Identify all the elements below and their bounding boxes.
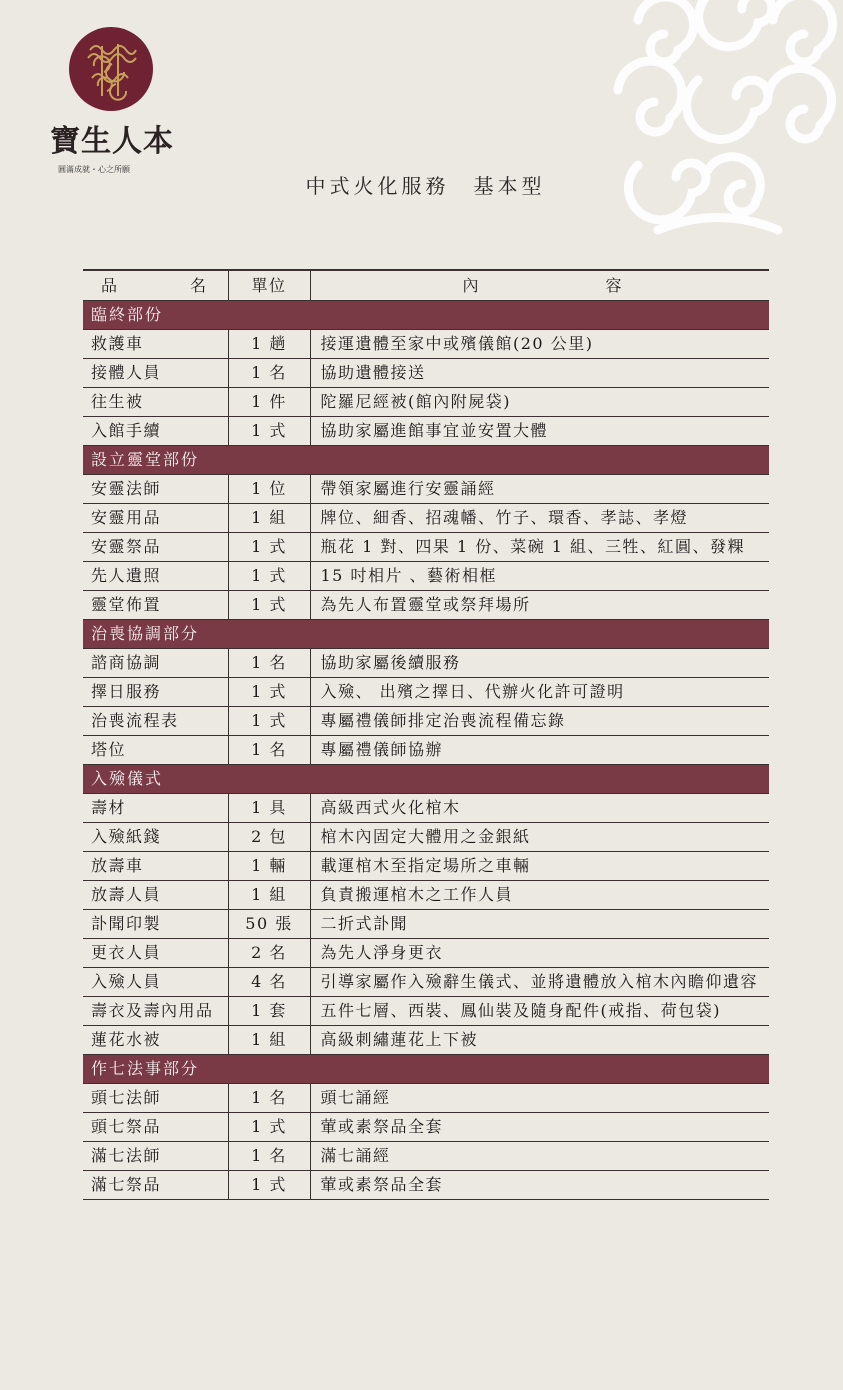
content-cell: 牌位、細香、招魂幡、竹子、環香、孝誌、孝燈 — [310, 504, 769, 533]
table-row — [83, 794, 769, 823]
section-title: 作七法事部分 — [83, 1055, 769, 1084]
table-row — [83, 1142, 769, 1171]
item-name-cell: 接體人員 — [83, 359, 228, 388]
section-title: 臨終部份 — [83, 301, 769, 330]
content-cell: 瓶花 1 對、四果 1 份、菜碗 1 組、三牲、紅圓、發粿 — [310, 533, 769, 562]
page-title: 中式火化服務 基本型 — [305, 174, 546, 198]
brand-logo — [50, 26, 180, 175]
item-name-cell: 先人遺照 — [83, 562, 228, 591]
content-cell: 葷或素祭品全套 — [310, 1171, 769, 1200]
unit-cell: 1 名 — [228, 1084, 310, 1113]
unit-cell: 1 名 — [228, 1142, 310, 1171]
item-name-cell: 入殮紙錢 — [83, 823, 228, 852]
logo-name: 寶生人本 — [50, 124, 174, 159]
content-cell: 15 吋相片 、藝術相框 — [310, 562, 769, 591]
unit-cell: 1 式 — [228, 562, 310, 591]
item-name-cell: 更衣人員 — [83, 939, 228, 968]
header-content — [310, 270, 769, 301]
table-row — [83, 707, 769, 736]
table-row — [83, 359, 769, 388]
item-name-cell: 壽衣及壽內用品 — [83, 997, 228, 1026]
header-unit: 單位 — [228, 270, 310, 301]
logo-emblem-icon — [68, 26, 154, 112]
table-row — [83, 736, 769, 765]
unit-cell: 1 組 — [228, 1026, 310, 1055]
content-cell: 專屬禮儀師排定治喪流程備忘錄 — [310, 707, 769, 736]
item-name-cell: 放壽人員 — [83, 881, 228, 910]
unit-cell: 2 包 — [228, 823, 310, 852]
content-cell: 二折式訃聞 — [310, 910, 769, 939]
item-name-cell: 蓮花水被 — [83, 1026, 228, 1055]
content-cell: 五件七層、西裝、鳳仙裝及隨身配件(戒指、荷包袋) — [310, 997, 769, 1026]
table-row — [83, 968, 769, 997]
table-row — [83, 997, 769, 1026]
item-name-cell: 滿七法師 — [83, 1142, 228, 1171]
content-cell: 陀羅尼經被(館內附屍袋) — [310, 388, 769, 417]
item-name-cell: 訃聞印製 — [83, 910, 228, 939]
content-cell: 協助家屬後續服務 — [310, 649, 769, 678]
section-title: 入殮儀式 — [83, 765, 769, 794]
unit-cell: 1 名 — [228, 649, 310, 678]
item-name-cell: 往生被 — [83, 388, 228, 417]
table-row — [83, 881, 769, 910]
content-cell: 為先人淨身更衣 — [310, 939, 769, 968]
content-cell: 專屬禮儀師協辦 — [310, 736, 769, 765]
content-cell: 棺木內固定大體用之金銀紙 — [310, 823, 769, 852]
table-row — [83, 475, 769, 504]
header-content-char: 內 — [462, 276, 481, 295]
item-name-cell: 入殮人員 — [83, 968, 228, 997]
item-name-cell: 擇日服務 — [83, 678, 228, 707]
table-row — [83, 562, 769, 591]
content-cell: 為先人布置靈堂或祭拜場所 — [310, 591, 769, 620]
unit-cell: 1 式 — [228, 417, 310, 446]
section-header-row — [83, 620, 769, 649]
item-name-cell: 安靈用品 — [83, 504, 228, 533]
table-row — [83, 939, 769, 968]
item-name-cell: 壽材 — [83, 794, 228, 823]
table-row — [83, 910, 769, 939]
unit-cell: 1 組 — [228, 504, 310, 533]
section-header-row — [83, 301, 769, 330]
unit-cell: 1 名 — [228, 736, 310, 765]
unit-cell: 1 位 — [228, 475, 310, 504]
table-row — [83, 649, 769, 678]
section-title: 設立靈堂部份 — [83, 446, 769, 475]
content-cell: 帶領家屬進行安靈誦經 — [310, 475, 769, 504]
unit-cell: 50 張 — [228, 910, 310, 939]
item-name-cell: 入館手續 — [83, 417, 228, 446]
section-header-row — [83, 446, 769, 475]
header-name-char: 品 — [101, 276, 119, 295]
content-cell: 入殮、 出殯之擇日、代辦火化許可證明 — [310, 678, 769, 707]
content-cell: 引導家屬作入殮辭生儀式、並將遺體放入棺木內瞻仰遺容 — [310, 968, 769, 997]
item-name-cell: 諮商協調 — [83, 649, 228, 678]
content-cell: 負責搬運棺木之工作人員 — [310, 881, 769, 910]
content-cell: 協助遺體接送 — [310, 359, 769, 388]
content-cell: 載運棺木至指定場所之車輛 — [310, 852, 769, 881]
table-row — [83, 504, 769, 533]
section-title: 治喪協調部分 — [83, 620, 769, 649]
unit-cell: 1 組 — [228, 881, 310, 910]
unit-cell: 1 輛 — [228, 852, 310, 881]
table-row — [83, 330, 769, 359]
section-header-row — [83, 1055, 769, 1084]
item-name-cell: 頭七法師 — [83, 1084, 228, 1113]
table-body — [83, 301, 769, 1200]
table-row — [83, 388, 769, 417]
item-name-cell: 安靈法師 — [83, 475, 228, 504]
service-table — [83, 269, 769, 1200]
unit-cell: 1 式 — [228, 707, 310, 736]
unit-cell: 1 件 — [228, 388, 310, 417]
logo-slogan: 圓滿成就・心之所願 — [58, 165, 130, 174]
header-name-char: 名 — [189, 276, 208, 295]
unit-cell: 1 式 — [228, 591, 310, 620]
header-item-name — [83, 270, 228, 301]
table-row — [83, 591, 769, 620]
section-header-row — [83, 765, 769, 794]
item-name-cell: 靈堂佈置 — [83, 591, 228, 620]
table-row — [83, 1171, 769, 1200]
table-row — [83, 1113, 769, 1142]
unit-cell: 1 名 — [228, 359, 310, 388]
cloud-pattern-decoration — [598, 0, 843, 250]
item-name-cell: 安靈祭品 — [83, 533, 228, 562]
unit-cell: 1 式 — [228, 533, 310, 562]
item-name-cell: 治喪流程表 — [83, 707, 228, 736]
content-cell: 滿七誦經 — [310, 1142, 769, 1171]
table-header-row — [83, 270, 769, 301]
item-name-cell: 塔位 — [83, 736, 228, 765]
item-name-cell: 滿七祭品 — [83, 1171, 228, 1200]
table-row — [83, 678, 769, 707]
item-name-cell: 頭七祭品 — [83, 1113, 228, 1142]
table-row — [83, 1026, 769, 1055]
content-cell: 葷或素祭品全套 — [310, 1113, 769, 1142]
unit-cell: 2 名 — [228, 939, 310, 968]
item-name-cell: 救護車 — [83, 330, 228, 359]
content-cell: 協助家屬進館事宜並安置大體 — [310, 417, 769, 446]
unit-cell: 1 式 — [228, 678, 310, 707]
table-row — [83, 852, 769, 881]
content-cell: 高級西式火化棺木 — [310, 794, 769, 823]
content-cell: 高級刺繡蓮花上下被 — [310, 1026, 769, 1055]
unit-cell: 1 式 — [228, 1171, 310, 1200]
table-row — [83, 823, 769, 852]
content-cell: 接運遺體至家中或殯儀館(20 公里) — [310, 330, 769, 359]
unit-cell: 1 具 — [228, 794, 310, 823]
item-name-cell: 放壽車 — [83, 852, 228, 881]
table-row — [83, 533, 769, 562]
content-cell: 頭七誦經 — [310, 1084, 769, 1113]
table-row — [83, 417, 769, 446]
unit-cell: 1 套 — [228, 997, 310, 1026]
unit-cell: 4 名 — [228, 968, 310, 997]
table-row — [83, 1084, 769, 1113]
unit-cell: 1 趟 — [228, 330, 310, 359]
header-content-char: 容 — [605, 276, 623, 295]
unit-cell: 1 式 — [228, 1113, 310, 1142]
